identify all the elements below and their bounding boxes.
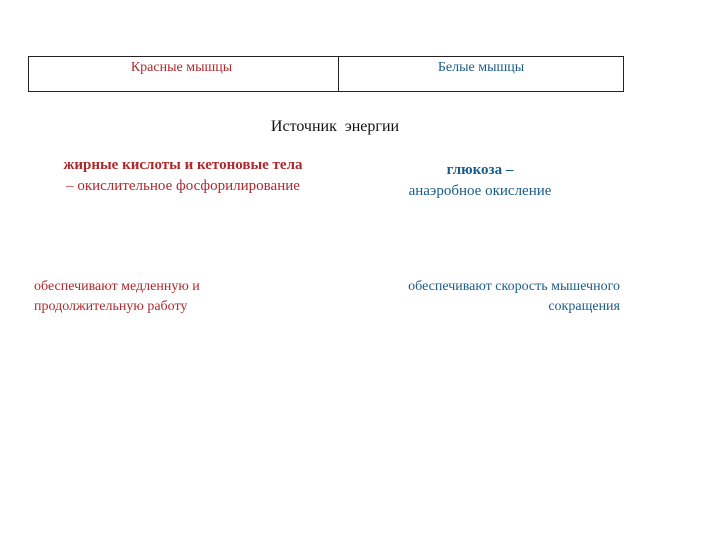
white-effect-line1: обеспечивают скорость мышечного [408, 279, 620, 294]
red-effect-line1: обеспечивают медленную и [34, 279, 200, 294]
red-source-bold: жирные кислоты и кетоновые тела [63, 157, 303, 173]
white-effect-line2: сокращения [548, 298, 620, 314]
white-source-normal: анаэробное окисление [408, 182, 552, 199]
header-table [28, 56, 624, 92]
header-white-muscles: Белые мышцы [437, 60, 525, 75]
energy-source-title: Источник энергии [270, 118, 400, 135]
white-effect [370, 277, 620, 316]
header-red-muscles: Красные мышцы [29, 57, 339, 91]
red-effect [34, 277, 274, 316]
red-energy-source [28, 155, 338, 196]
red-effect-line2: продолжительную работу [34, 298, 188, 314]
white-energy-source [380, 160, 580, 201]
white-source-bold: глюкоза – [446, 162, 514, 178]
red-source-normal: – окислительное фосфорилирование [66, 177, 300, 194]
